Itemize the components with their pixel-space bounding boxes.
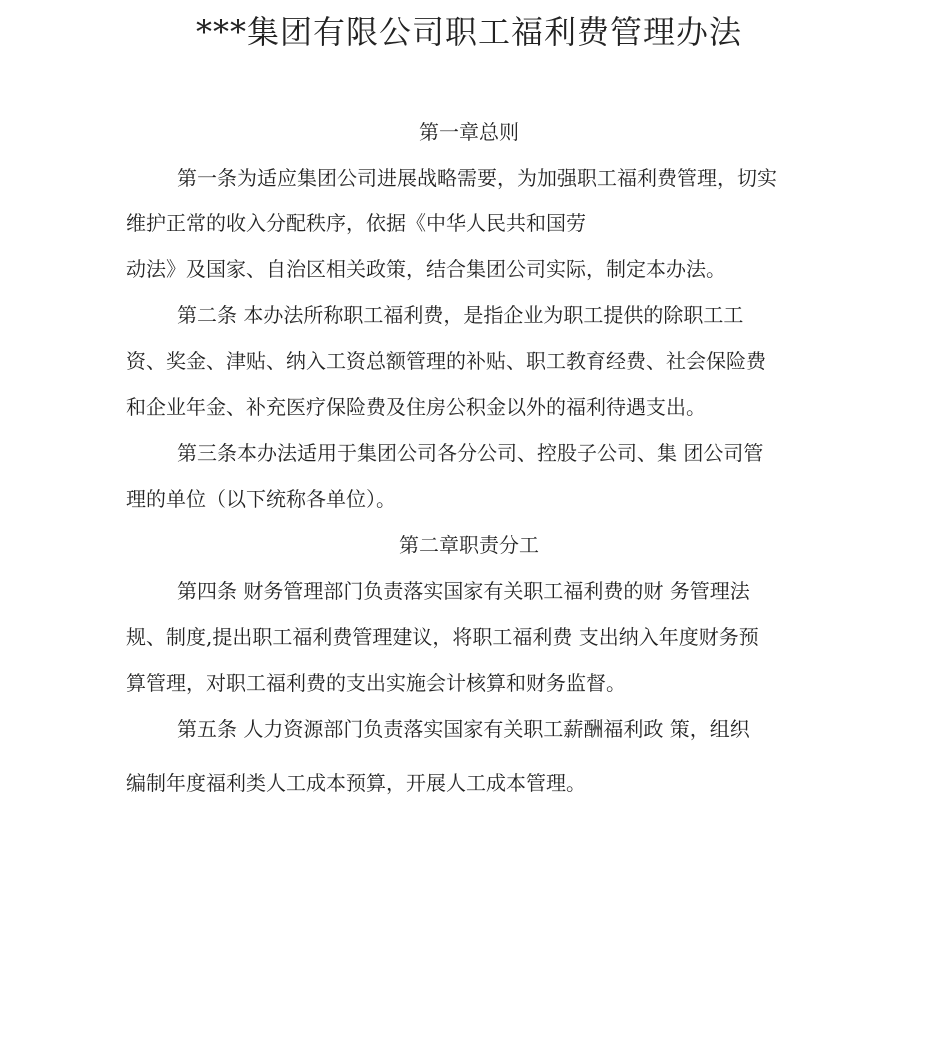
document-title: ***集团有限公司职工福利费管理办法 bbox=[195, 13, 742, 51]
article-2-line-2: 资、奖金、津贴、纳入工资总额管理的补贴、职工教育经费、社会保险费 bbox=[126, 349, 766, 373]
article-2-line-3: 和企业年金、补充医疗保险费及住房公积金以外的福利待遇支出。 bbox=[126, 395, 706, 419]
article-5-line-1: 第五条 人力资源部门负责落实国家有关职工薪酬福利政 策，组织 bbox=[177, 717, 750, 741]
article-2-line-1: 第二条 本办法所称职工福利费，是指企业为职工提供的除职工工 bbox=[177, 303, 744, 327]
article-4-line-2: 规、制度,提出职工福利费管理建议，将职工福利费 支出纳入年度财务预 bbox=[126, 625, 759, 649]
chapter-1-heading: 第一章总则 bbox=[419, 120, 519, 144]
chapter-2-heading: 第二章职责分工 bbox=[399, 533, 539, 557]
article-3-line-1: 第三条本办法适用于集团公司各分公司、控股子公司、集 团公司管 bbox=[177, 441, 764, 465]
article-4-line-1: 第四条 财务管理部门负责落实国家有关职工福利费的财 务管理法 bbox=[177, 579, 750, 603]
article-1-line-2: 维护正常的收入分配秩序，依据《中华人民共和国劳 bbox=[126, 211, 586, 235]
article-4-line-3: 算管理，对职工福利费的支出实施会计核算和财务监督。 bbox=[126, 671, 626, 695]
article-3-line-2: 理的单位（以下统称各单位）。 bbox=[126, 487, 396, 511]
article-5-line-2: 编制年度福利类人工成本预算，开展人工成本管理。 bbox=[126, 771, 586, 795]
article-1-line-1: 第一条为适应集团公司进展战略需要，为加强职工福利费管理，切实 bbox=[177, 166, 777, 190]
article-1-line-3: 动法》及国家、自治区相关政策，结合集团公司实际，制定本办法。 bbox=[126, 257, 726, 281]
